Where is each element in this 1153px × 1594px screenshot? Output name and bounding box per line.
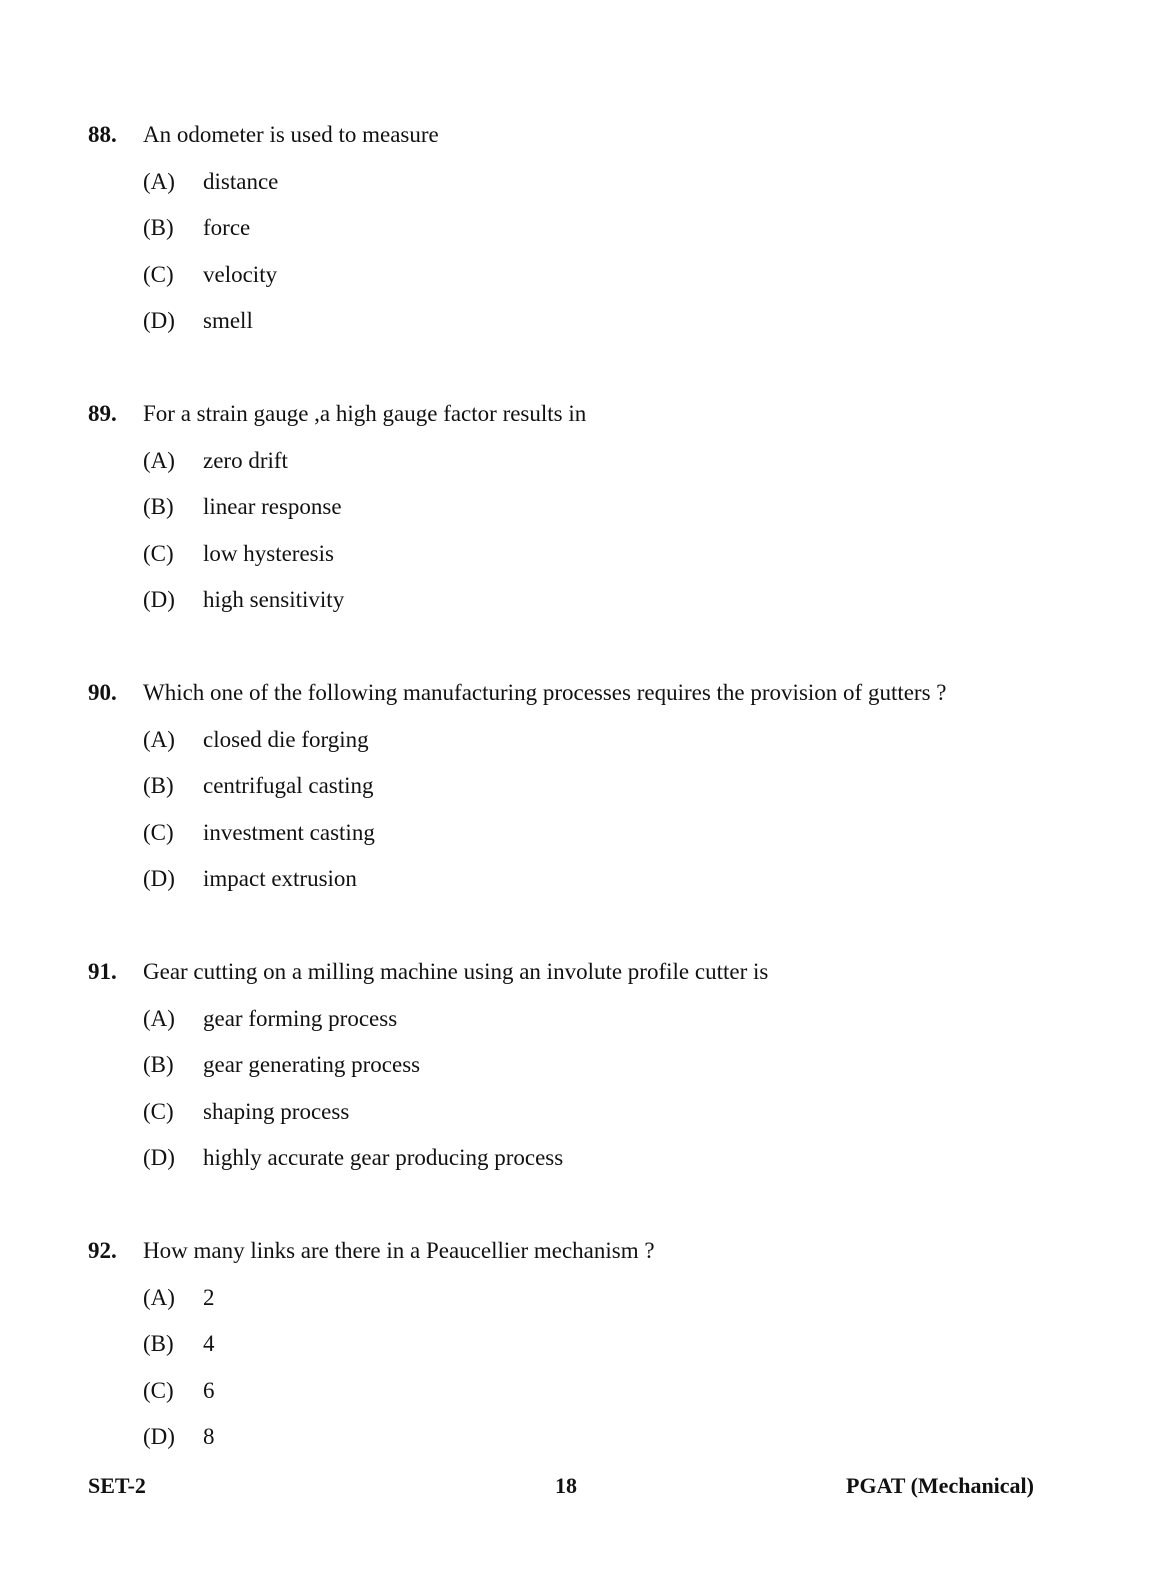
option-letter: (C) bbox=[143, 1378, 174, 1403]
footer-set-code: SET-2 bbox=[88, 1473, 146, 1498]
footer-exam-title: PGAT (Mechanical) bbox=[846, 1473, 1034, 1498]
question-text: Gear cutting on a milling machine using an involute profile cutter is bbox=[143, 959, 769, 984]
option-letter: (A) bbox=[143, 1006, 175, 1031]
option-text: gear forming process bbox=[203, 1006, 398, 1031]
question-number: 92. bbox=[88, 1238, 117, 1263]
question-text: Which one of the following manufacturing processes requires the provision of gutters ? bbox=[143, 680, 947, 705]
option-text: zero drift bbox=[203, 448, 288, 473]
option-letter: (D) bbox=[143, 866, 175, 891]
option-text: gear generating process bbox=[203, 1052, 421, 1077]
option-letter: (B) bbox=[143, 494, 174, 519]
option-letter: (A) bbox=[143, 1285, 175, 1310]
option-letter: (A) bbox=[143, 727, 175, 752]
option-letter: (D) bbox=[143, 308, 175, 333]
option-letter: (B) bbox=[143, 1331, 174, 1356]
option-text: centrifugal casting bbox=[203, 773, 374, 798]
option-text: 6 bbox=[203, 1378, 215, 1403]
option-letter: (B) bbox=[143, 1052, 174, 1077]
question-number: 89. bbox=[88, 401, 117, 426]
question-text: For a strain gauge ,a high gauge factor results in bbox=[143, 401, 587, 426]
option-letter: (C) bbox=[143, 820, 174, 845]
option-text: distance bbox=[203, 169, 279, 194]
option-text: velocity bbox=[203, 262, 278, 287]
question-text: How many links are there in a Peaucellier mechanism ? bbox=[143, 1238, 655, 1263]
option-text: 4 bbox=[203, 1331, 215, 1356]
question-number: 91. bbox=[88, 959, 117, 984]
option-letter: (A) bbox=[143, 169, 175, 194]
option-letter: (B) bbox=[143, 773, 174, 798]
option-letter: (D) bbox=[143, 1424, 175, 1449]
option-text: 2 bbox=[203, 1285, 215, 1310]
option-letter: (A) bbox=[143, 448, 175, 473]
option-letter: (B) bbox=[143, 215, 174, 240]
question-text: An odometer is used to measure bbox=[143, 122, 439, 147]
option-letter: (C) bbox=[143, 541, 174, 566]
option-text: investment casting bbox=[203, 820, 375, 845]
option-text: force bbox=[203, 215, 251, 240]
question-number: 88. bbox=[88, 122, 117, 147]
option-letter: (C) bbox=[143, 262, 174, 287]
option-text: linear response bbox=[203, 494, 342, 519]
option-text: highly accurate gear producing process bbox=[203, 1145, 564, 1170]
option-text: closed die forging bbox=[203, 727, 369, 752]
option-text: shaping process bbox=[203, 1099, 350, 1124]
option-letter: (C) bbox=[143, 1099, 174, 1124]
option-text: smell bbox=[203, 308, 253, 333]
option-text: impact extrusion bbox=[203, 866, 357, 891]
option-letter: (D) bbox=[143, 587, 175, 612]
option-letter: (D) bbox=[143, 1145, 175, 1170]
option-text: 8 bbox=[203, 1424, 215, 1449]
option-text: high sensitivity bbox=[203, 587, 345, 612]
footer-page-number: 18 bbox=[555, 1473, 577, 1498]
option-text: low hysteresis bbox=[203, 541, 334, 566]
question-number: 90. bbox=[88, 680, 117, 705]
